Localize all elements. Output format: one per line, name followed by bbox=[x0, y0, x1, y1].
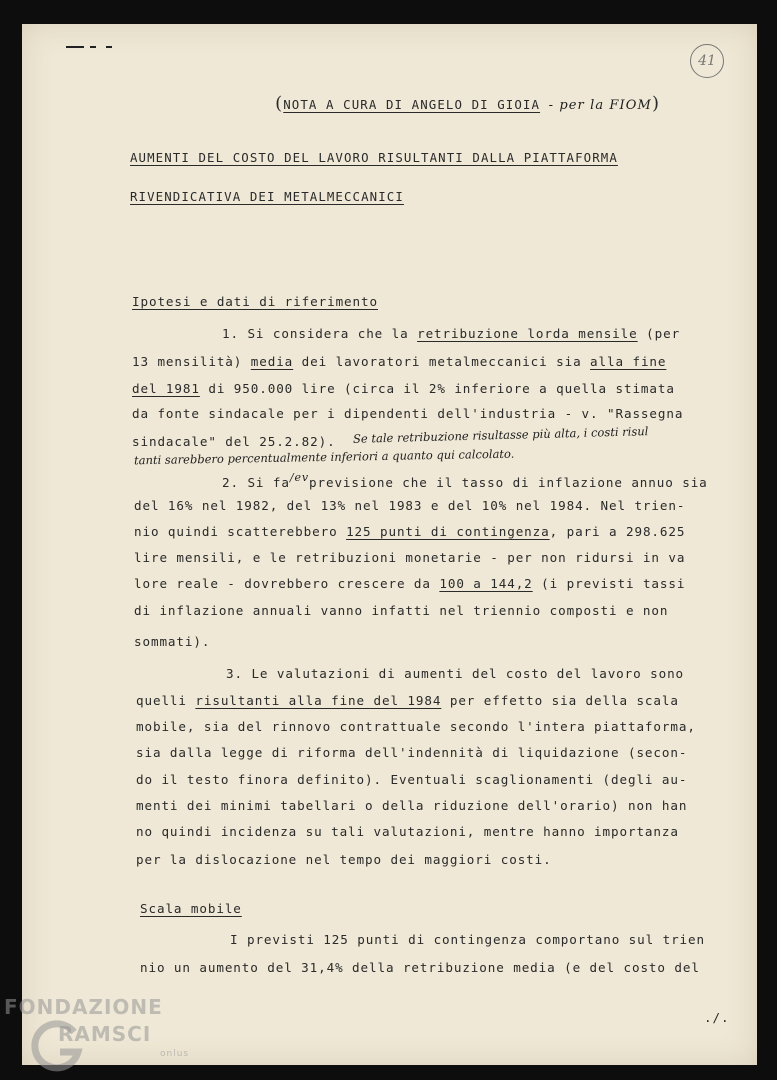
p3-line-5: do il testo finora definito). Eventuali scaglionamenti (degli au- bbox=[136, 772, 688, 787]
continuation-mark: ./. bbox=[704, 1010, 730, 1025]
watermark-line-3: onlus bbox=[160, 1049, 190, 1059]
pen-mark bbox=[66, 46, 114, 49]
p2-line-7: sommati). bbox=[134, 634, 211, 649]
title-line-1: AUMENTI DEL COSTO DEL LAVORO RISULTANTI DALLA PIATTAFORMA bbox=[130, 150, 618, 165]
p3-line-7: no quindi incidenza su tali valutazioni, mentre hanno importanza bbox=[136, 824, 679, 839]
p3-line-1: 3. Le valutazioni di aumenti del costo del lavoro sono bbox=[226, 666, 685, 681]
p2-line-4: lire mensili, e le retribuzioni monetarie - per non ridursi in va bbox=[134, 550, 686, 565]
handwritten-note-1: Se tale retribuzione risultasse più alta, i costi risul bbox=[352, 424, 649, 446]
p2-line-6: di inflazione annuali vanno infatti nel triennio composti e non bbox=[134, 603, 669, 618]
note-author: NOTA A CURA DI ANGELO DI GIOIA bbox=[283, 97, 541, 113]
page-number-text: 41 bbox=[698, 53, 716, 69]
p3-line-6: menti dei minimi tabellari o della riduzione dell'orario) non han bbox=[136, 798, 688, 813]
p1-line-3: del 1981 di 950.000 lire (circa il 2% inferiore a quella stimata bbox=[132, 381, 675, 396]
p1-line-4: da fonte sindacale per i dipendenti dell'industria - v. "Rassegna bbox=[132, 406, 684, 421]
p3-line-2: quelli risultanti alla fine del 1984 per effetto sia della scala bbox=[136, 693, 679, 708]
note-handwritten: - per la FIOM bbox=[548, 98, 652, 114]
p2-line-5: lore reale - dovrebbero crescere da 100 a 144,2 (i previsti tassi bbox=[134, 576, 686, 591]
p3-line-3: mobile, sia del rinnovo contrattuale secondo l'intera piattaforma, bbox=[136, 719, 696, 734]
watermark-line-1: FONDAZIONE bbox=[4, 995, 163, 1019]
title-line-2: RIVENDICATIVA DEI METALMECCANICI bbox=[130, 189, 404, 204]
section-heading-scala-mobile: Scala mobile bbox=[140, 901, 242, 916]
p1-line-1: 1. Si considera che la retribuzione lorda mensile (per bbox=[222, 326, 681, 341]
handwritten-insert: /ev bbox=[289, 471, 309, 484]
p3-line-4: sia dalla legge di riforma dell'indennità di liquidazione (secon- bbox=[136, 745, 688, 760]
section-heading-ipotesi: Ipotesi e dati di riferimento bbox=[132, 294, 378, 309]
p1-line-5: sindacale" del 25.2.82). bbox=[132, 434, 336, 449]
p2-line-1: 2. Si fa/evprevisione che il tasso di inflazione annuo sia bbox=[222, 471, 708, 490]
p3-line-8: per la dislocazione nel tempo dei maggiori costi. bbox=[136, 852, 552, 867]
watermark-line-2: RAMSCI bbox=[58, 1022, 152, 1046]
document-page bbox=[22, 24, 757, 1065]
p4-line-2: nio un aumento del 31,4% della retribuzione media (e del costo del bbox=[140, 960, 700, 975]
p2-line-3: nio quindi scatterebbero 125 punti di contingenza, pari a 298.625 bbox=[134, 524, 686, 539]
note-header: (NOTA A CURA DI ANGELO DI GIOIA - per la FIOM) bbox=[275, 93, 661, 115]
p2-line-2: del 16% nel 1982, del 13% nel 1983 e del 10% nel 1984. Nel trien- bbox=[134, 498, 686, 513]
handwritten-note-2: tanti sarebbero percentualmente inferiori a quanto qui calcolato. bbox=[133, 446, 515, 468]
p1-line-2: 13 mensilità) media dei lavoratori metalmeccanici sia alla fine bbox=[132, 354, 667, 369]
p4-line-1: I previsti 125 punti di contingenza comportano sul trien bbox=[230, 932, 705, 947]
page-number-mark bbox=[690, 44, 724, 78]
